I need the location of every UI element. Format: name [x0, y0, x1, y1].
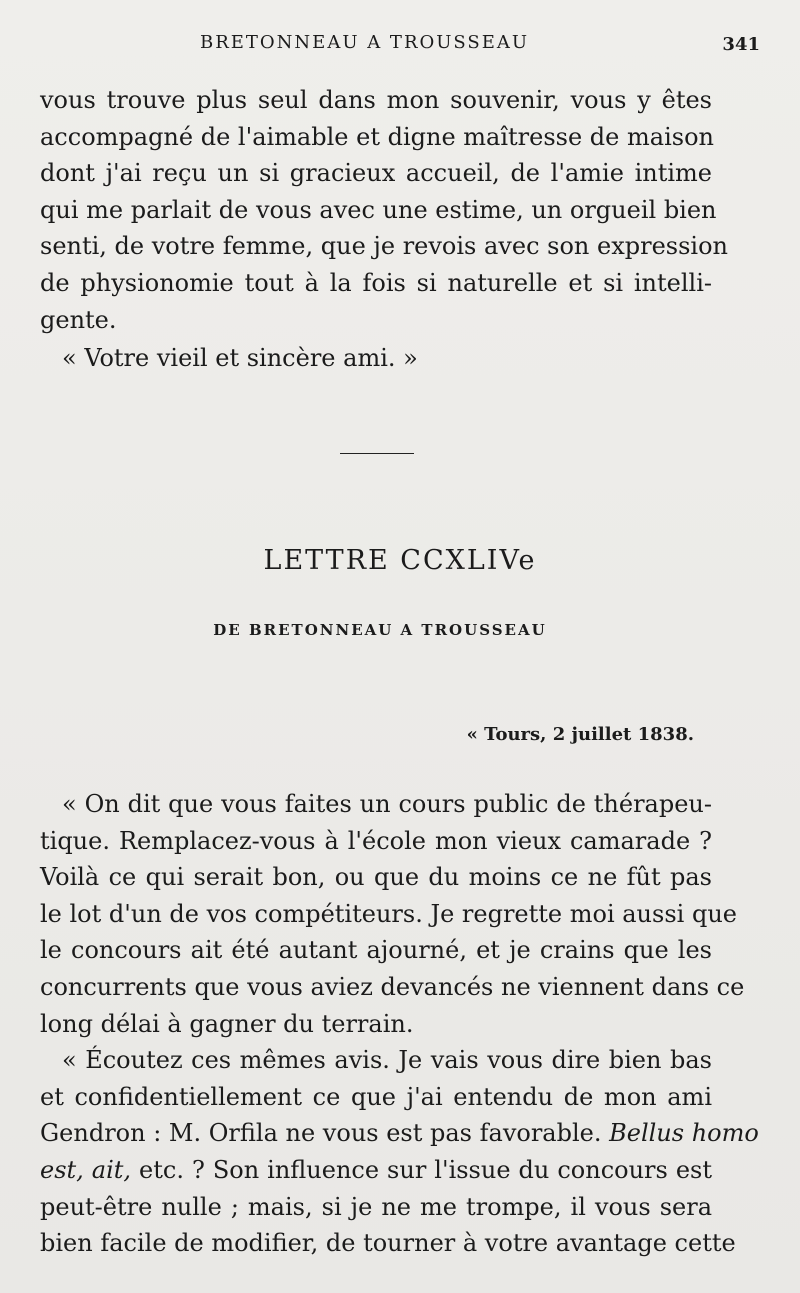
- text-line: de physionomie tout à la fois si naturelle et si intelli-: [40, 268, 712, 297]
- text-line: [40, 1152, 712, 1189]
- text-segment: Gendron : M. Orfila ne vous est pas favorable.: [40, 1119, 610, 1148]
- text-line: tique. Remplacez-vous à l'école mon vieux camarade ?: [40, 826, 712, 855]
- closing-salutation: [40, 340, 712, 377]
- text-line: le lot d'un de vos compétiteurs. Je regrette moi aussi que: [40, 899, 737, 928]
- text-line: accompagné de l'aimable et digne maîtresse de maison: [40, 122, 714, 151]
- running-head: [40, 32, 760, 62]
- letter-title-text: LETTRE CCXLIVe: [263, 545, 537, 576]
- latin-quote: est, ait,: [40, 1155, 132, 1184]
- closing-line: « Votre vieil et sincère ami. »: [62, 344, 418, 372]
- text-line: senti, de votre femme, que je revois avec son expression: [40, 232, 728, 261]
- latin-quote: Bellus homo: [609, 1119, 759, 1148]
- letter-subheading: DE BRETONNEAU A TROUSSEAU: [213, 621, 547, 639]
- text-line: « Écoutez ces mêmes avis. Je vais vous dire bien bas: [62, 1046, 712, 1075]
- text-line: le concours ait été autant ajourné, et je crains que les: [40, 936, 712, 965]
- page-number: 341: [722, 34, 760, 55]
- running-title: BRETONNEAU A TROUSSEAU: [200, 32, 530, 53]
- letter-body: [40, 786, 759, 1262]
- text-line: Voilà ce qui serait bon, ou que du moins ce ne fût pas: [40, 863, 712, 892]
- text-line: dont j'ai reçu un si gracieux accueil, de l'amie intime: [40, 159, 712, 188]
- text-line: concurrents que vous aviez devancés ne viennent dans ce: [40, 972, 745, 1001]
- letter-dateline: « Tours, 2 juillet 1838.: [466, 724, 694, 745]
- text-line: qui me parlait de vous avec une estime, un orgueil bien: [40, 195, 717, 224]
- text-segment: etc. ? Son influence sur l'issue du concours est: [131, 1155, 712, 1184]
- text-line: bien facile de modifier, de tourner à votre avantage cette: [40, 1229, 736, 1258]
- text-line: et confidentiellement ce que j'ai entendu de mon ami: [40, 1082, 712, 1111]
- text-line: gente.: [40, 305, 117, 334]
- text-line: long délai à gagner du terrain.: [40, 1009, 414, 1038]
- text-line: « On dit que vous faites un cours public de thérapeu-: [62, 790, 712, 818]
- text-line: [40, 1115, 759, 1152]
- text-line: peut-être nulle ; mais, si je ne me trompe, il vous sera: [40, 1192, 712, 1221]
- text-line: vous trouve plus seul dans mon souvenir, vous y êtes: [40, 86, 712, 114]
- section-divider: [340, 453, 414, 454]
- letter-title: [0, 545, 800, 576]
- continued-paragraph: [40, 82, 728, 338]
